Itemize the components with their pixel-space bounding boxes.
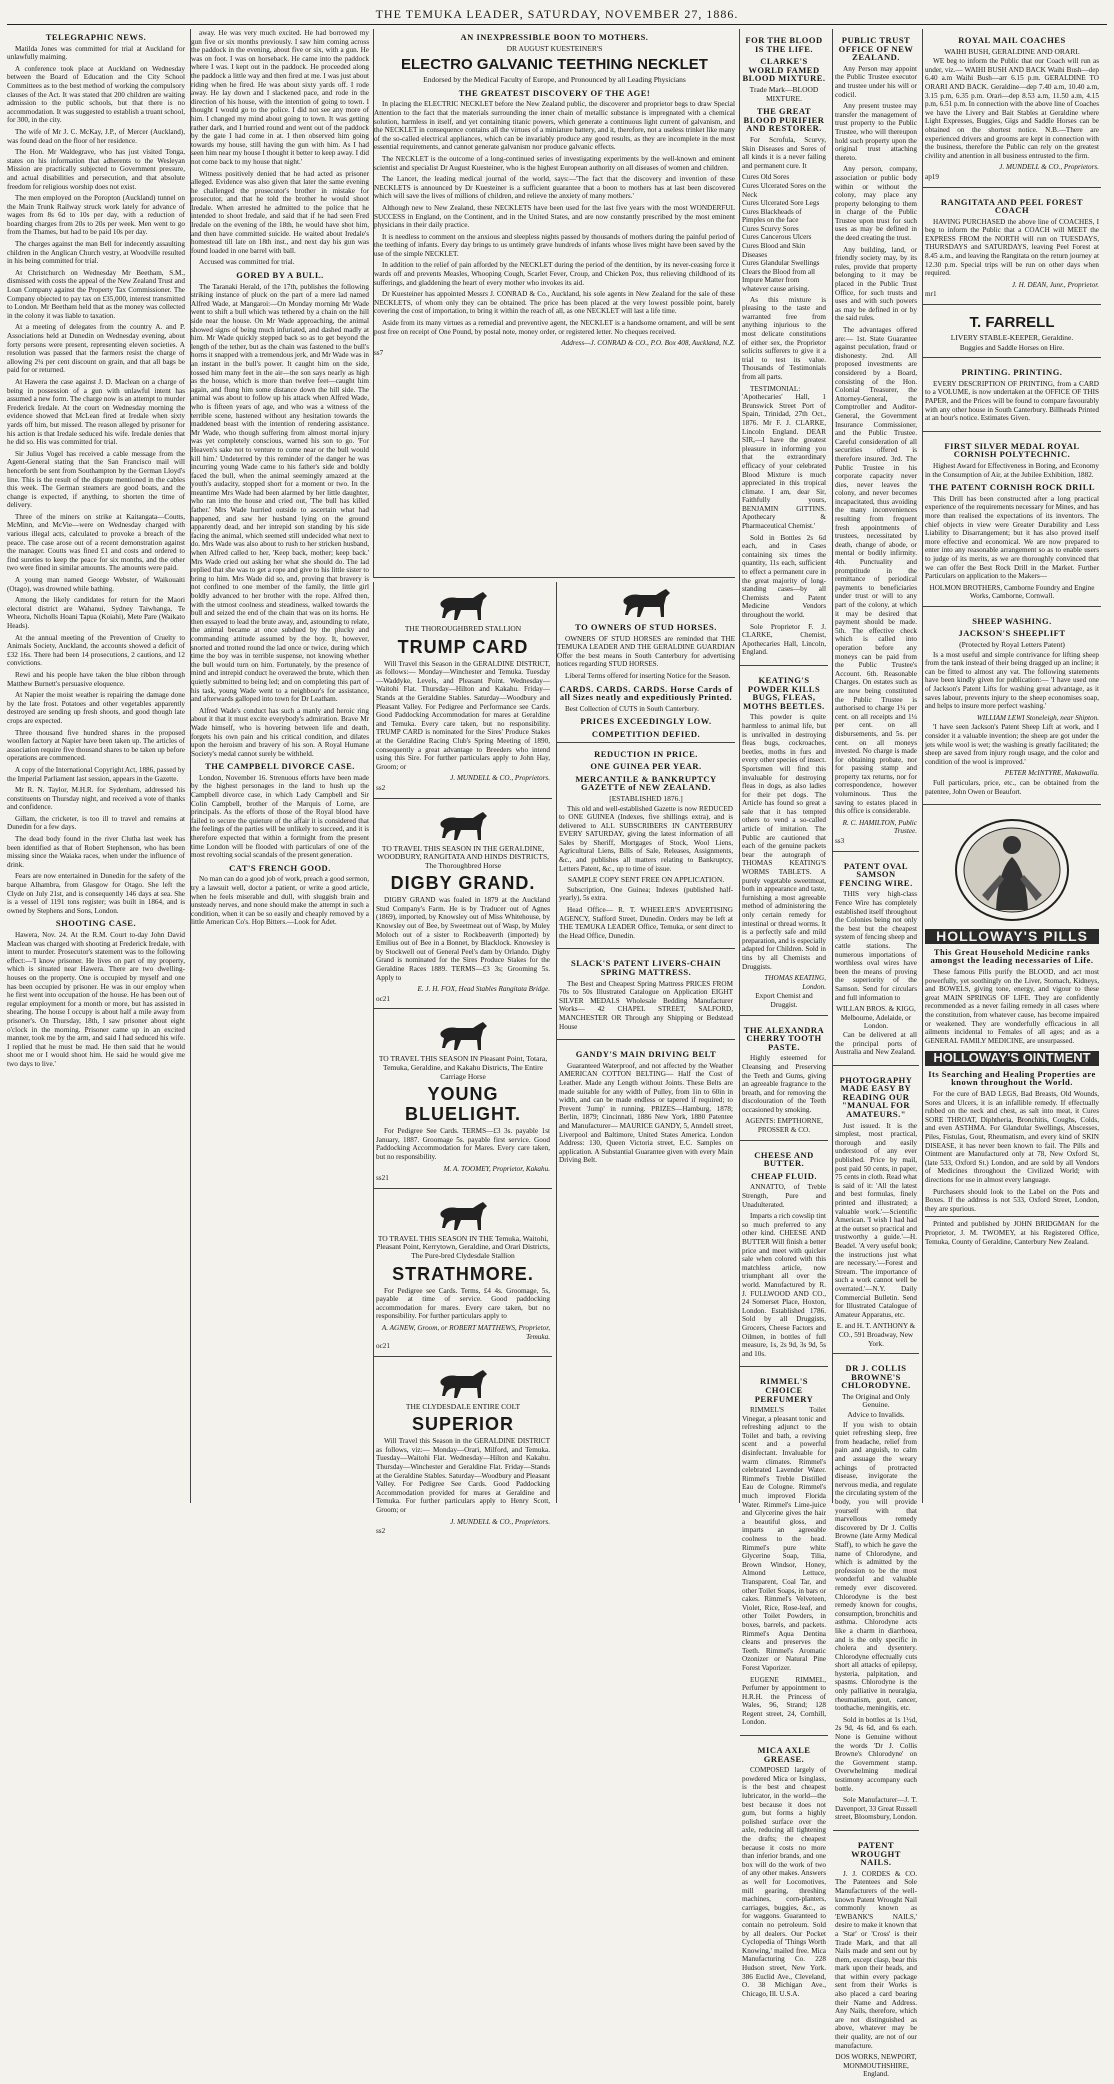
article-paragraph: A young man named George Webster, of Waikouaiti (Otago), was drowned while bathing.: [7, 576, 185, 593]
article-paragraph: No man can do a good job of work, preach a good sermon, try a lawsuit well, doctor a patient, or write a good article, when he feels miserable and dull, with sluggish brain and unsteady nerves, and none should make the attempt in such a condition, when it can be so easily and cheaply removed by a little American Co's. Hop Bitters.—Look for Adet.: [191, 875, 369, 927]
printing-ad: [923, 361, 1101, 432]
ad-body: COMPOSED largely of powdered Mica or Isinglass, is the best and cheapest lubricator, in the world—the best because it does not gum, but forms a highly polished surface over the axle, reducing all tightening the drafts; the cheapest because it costs no more than inferior brands, and one box will do the work of two of any other makes. Answers as well for Locomotives, mill gearing, threshing machines, corn-planters, carriages, buggies, &c., as for waggons. Guaranteed to contain no petroleum. Sold by all dealers. Our Pocket Cyclopedia of 'Things Worth Knowing,' mailed free. Mica Manufacturing Co. 228 Hudson street, New York. 386 Euclid Ave., Cleveland, O. 38 Michigan Ave., Chicago, Ill. U.S.A.: [742, 1766, 826, 1998]
ad-title: STRATHMORE.: [392, 1263, 534, 1284]
ad-title: T. FARRELL: [969, 314, 1055, 332]
stallion-ad: [374, 1012, 552, 1188]
ad-body: Liberal Terms offered for inserting Notice for the Season.: [565, 671, 731, 680]
ad-body: This old and well-established Gazette is now REDUCED to ONE GUINEA (Indexes, five shillings extra), and is delivered to ALL SUBSCRIBERS IN CANTERBURY EVERY SATURDAY, giving the latest information of all Sales by Sheriff, Mortgages of Stock, Wool Liens, Agricultural Liens, Bills of Sale, Releases, Assignments, &c., and publishes all matters relating to Bankruptcy, Letters Patent, &c., up to time of issue.: [559, 804, 733, 873]
column-5b: [832, 29, 919, 2079]
ad-heading: FOR THE BLOOD IS THE LIFE.: [745, 35, 823, 54]
ad-title: PHOTOGRAPHY MADE EASY BY READING OUR "MANUAL FOR AMATEURS.": [839, 1074, 913, 1120]
ad-body: Sole Proprietor F. J. CLARKE, Chemist, Apothecaries Hall, Lincoln, England.: [742, 622, 826, 657]
article-paragraph: At Hawera the case against J. D. Maclean on a charge of being in possession of a gun with unlawful intent has assumed a new form. The charge now is an attempt to murder Frederick Iredale. At the court on Wednesday morning the evidence showed that McLean fired at Iredale when sixty yards off him, but missed. The reason alleged by prisoner for his action is that Iredale seduced his wife. Iredale denies that he did so. His was committed for trial.: [7, 377, 185, 447]
ad-signature: J. H. DEAN, Junr., Proprietor.: [1011, 280, 1099, 289]
ad-body: Head Office— R. T. WHEELER'S ADVERTISING AGENCY, Stafford Street, Dunedin. Orders may be left at THE TEMUKA LEADER Office, Temuka, or sent direct to the Head Office, Dunedin.: [559, 906, 733, 940]
ad-heading: TO OWNERS OF STUD HORSES.: [575, 622, 717, 632]
ad-title: PATENT WROUGHT NAILS.: [851, 1839, 901, 1868]
ad-title: THE ALEXANDRA CHERRY TOOTH PASTE.: [743, 1024, 825, 1052]
list-item: Cures Blackheads of Pimples on the face: [742, 207, 802, 225]
ad-subheading: SAMPLE COPY SENT FREE ON APPLICATION.: [567, 875, 725, 885]
ad-code: oc21: [376, 1342, 390, 1351]
article-paragraph: Gillam, the cricketer, is too ill to travel and remains at Dunedin for a few days.: [7, 814, 185, 832]
ad-code: ss3: [835, 837, 845, 846]
ad-subheading: This Great Household Medicine ranks amongst the leading necessaries of Life.: [930, 946, 1094, 966]
ad-paragraph: It is needless to comment on the anxious and sleepless nights passed by thousands of mothers during the painful period of the teething of infants. Every day brings to us untimely grave hundreds of infants whose lives might have been saved by the use of the simple NECKLET.: [374, 232, 735, 258]
ad-signature: J. MUNDELL & CO., Proprietors.: [450, 1517, 550, 1526]
ad-body: Any present trustee may transfer the management of trust property to the Public Trustee, who will thereupon hold such property upon the original trust attaching thereto.: [835, 102, 917, 162]
section-heading: GORED BY A BULL.: [236, 270, 324, 281]
ad-code: ss2: [376, 783, 386, 792]
ad-body: Export Chemist and Druggist.: [755, 992, 813, 1009]
imprint: Printed and published by JOHN BRIDGMAN for the Proprietor, J. M. TWOMEY, at his Registered Office, Temuka, County of Geraldine, Canterbury New Zealand.: [925, 1216, 1099, 1246]
tooth-paste-ad: [740, 1019, 828, 1141]
article-paragraph: Three thousand five hundred shares in the proposed woollen factory at Napier have been taken up. The articles of association require five thousand shares to be taken up before operations are commenced.: [7, 728, 185, 763]
ad-title: TRUMP CARD: [397, 636, 529, 657]
list-item: Cures Cancerous Ulcers: [742, 233, 812, 242]
article-paragraph: Among the likely candidates for return for the Maori electoral district are Wahanui, Sydney Taiwhanga, Te Wheora, Nicholls Hoani Tapua (Koiahi), Mete Pare (Waikato Heads).: [7, 596, 185, 630]
list-item: Cures Blood and Skin Diseases: [742, 242, 806, 259]
ad-heading: GANDY'S MAIN DRIVING BELT: [575, 1049, 717, 1060]
ad-lead: THE CLYDESDALE ENTIRE COLT: [405, 1401, 521, 1411]
ad-code: ap19: [925, 172, 939, 181]
ad-title: ELECTRO GALVANIC TEETHING NECKLET: [401, 56, 708, 74]
ad-subheading: THE GREATEST DISCOVERY OF THE AGE!: [458, 87, 651, 98]
public-trust-ad: [833, 29, 919, 852]
ad-heading: MERCANTILE & BANKRUPTCY GAZETTE of NEW ZEALAND.: [575, 773, 717, 793]
horse-icon: [433, 588, 493, 622]
ad-title: CLARKE'S WORLD FAMED BLOOD MIXTURE.: [742, 56, 826, 84]
ad-body: This Drill has been constructed after a long practical experience of the requirements necessary for Mines, and has more than realised the expectations of its inventors. The chief objects in view were Greater Durability and Less Liability to Disarrangement; but it has also proved itself more effective and economical. We are now prepared to enter into any reasonable arrangement so as to enable users to judge of its merits, as we are thoroughly convinced that we can offer the Best Rock Drill in the Market. Further Particulars on application to the Makers—: [925, 494, 1099, 581]
ad-heading: COMPETITION DEFIED.: [591, 728, 701, 739]
ad-body: Subscription, One Guinea; Indexes (published half-yearly), 5s extra.: [559, 885, 733, 903]
keating-ad: [740, 669, 828, 1016]
ad-title: HOLLOWAY'S PILLS: [925, 929, 1099, 944]
ad-body: For Pedigree See Cards. TERMS—£3 3s. payable 1st January, 1887. Groomage 5s. payable first service. Good Paddocking Accommodation for Mares. Every care taken, but no responsibility.: [376, 1127, 550, 1161]
ad-title: DR J. COLLIS BROWNE'S CHLORODYNE.: [841, 1363, 911, 1391]
ad-body: [374, 100, 735, 336]
horse-icon: [433, 1018, 493, 1052]
article-paragraph: At Christchurch on Wednesday Mr Beetham, S.M., dismissed with costs the appeal of the New Zealand Trust and Loan Company against the Property Tax Commissioner. The Company objected to pay tax on £35,000, interest transmitted to London. Mr Beetham held that as the money was collected in the colony it was liable to taxation.: [7, 268, 185, 320]
ad-signature: M. A. TOOMEY, Proprietor, Kakahu.: [443, 1164, 550, 1173]
ad-signature: WILLIAM LEWI Stoneleigh, near Shipton.: [976, 713, 1099, 722]
ad-body: Can be delivered at all the principal ports of Australia and New Zealand.: [835, 1030, 917, 1057]
ad-signature: E. and H. T. ANTHONY & CO., 591 Broadway, New York.: [836, 1322, 916, 1348]
ad-body: Imparts a rich cowslip tint so much preferred to any other kind. CHEESE AND BUTTER Will finish a better price and meet with quicker sale when colored with this matchless article, now triumphant all over the world. Manufactured by R. J. FULLWOOD AND CO., 24 Somerset Place, Hoxton, London. Established 1786. Sold by all Druggists, Grocers, Cheese Factors and Oilmen, in bottles of full measure, 1s, 2s 9d, 3s 9d, 5s and 10s.: [742, 1212, 826, 1358]
article-paragraph: Fears are now entertained in Dunedin for the safety of the barque Alhambra, from Glasgow for Otago. She left the Clyde on July 21st, and is consequently 146 days at sea. She is a vessel of 1191 tons register; was built in 1864, and is owned by Stephens and Sons, London.: [7, 872, 185, 915]
ad-body: For Pedigree see Cards. Terms, £4 4s. Groomage, 5s, payable at time of service. Good paddocking accommodation for mares. Every care taken, but no responsibility. For further particulars apply to: [376, 1286, 550, 1321]
horse-icon: [433, 1198, 493, 1232]
ad-body: WE beg to inform the Public that our Coach will run as under, viz.— WAIHI BUSH AND BACK Waihi Bush—dep 6.40 a.m Waihi Bush—arr 6.15 p.m. GERALDINE TO ORARI AND BACK. Geraldine—dep 7.40 a.m, 10.40 a.m, 3.15 p.m, 6.35 p.m. Orari—dep 8.53 a.m, 11.50 a.m, 4.15 p.m, 6.51 p.m. In connection with the above line of Coaches we have the Livery and Bait Stables at Geraldine where Light Expresses, Buggies, Gigs and Saddle Horses can be obtained on the shortest notice. N.B.—There are experienced drivers and grooms are kept in connection with the business, therefore the Public can rely on the greatest civility and attention in all business entrusted to the firm.: [925, 57, 1099, 160]
column-2: [190, 29, 369, 1503]
ad-code: ss7: [374, 348, 384, 357]
ad-signature: EUGENE RIMMEL, Perfumer by appointment to H.R.H. the Princess of Wales, 96, Strand; 128 Regent street, 24, Cornhill, London.: [742, 1675, 826, 1727]
ad-body: If you wish to obtain quiet refreshing sleep, free from headache, relief from pain and anguish, to calm and assuage the weary achings of protracted disease, invigorate the nervous media, and regulate the circulating system of the body, you will provide yourself with that marvellous remedy discovered by Dr J. Collis Browne (late Army Medical Staff), to which he gave the name of Chlorodyne, and which is admitted by the profession to be the most wonderful and valuable remedy ever discovered. Chlorodyne is the best remedy known for coughs, consumption, bronchitis and asthma. Chlorodyne acts like a charm in diarrhoea, and is the only specific in cholera and dysentery. Chlorodyne effectually cuts short all attacks of epilepsy, hysteria, palpitation, and spasms. Chlorodyne is the only palliative in neuralgia, rheumatism, gout, cancer, toothache, meningitis, etc.: [835, 1420, 917, 1713]
ad-body: Any Person may appoint the Public Trustee executor and trustee under his will or codicil.: [835, 64, 917, 99]
ad-body: Highest Award for Effectiveness in Boring, and Economy in the Consumption of Air, at the Jubilee Exhibition, 1882.: [925, 461, 1099, 479]
ad-body: OWNERS OF STUD HORSES are reminded that THE TEMUKA LEADER AND THE GERALDINE GUARDIAN Offer the best means in South Canterbury for advertising notices regarding STUD HORSES.: [557, 634, 735, 669]
ad-heading: RIMMEL'S CHOICE PERFUMERY: [754, 1376, 814, 1404]
ad-body: 'I have seen Jackson's Patent Sheep Lift at work, and I consider it a valuable invention; the sheep are got under the jets while wool is wet; the washing is greatly facilitated; the sheep are saved from injury rough usage, and the color and condition of the wool is improved.': [925, 723, 1099, 766]
fence-wire-ad: [833, 855, 919, 1066]
ad-body: Purchasers should look to the Label on the Pots and Boxes. If the address is not 533, Oxford Street, London, they are spurious.: [925, 1187, 1099, 1213]
ad-body: Sold in bottles at 1s 1½d, 2s 9d, 4s 6d, and 6s each. None is Genuine without the words 'Dr J. Collis Browne's Chlorodyne' on the Government stamp. Overwhelming medical testimony accompany each bottle.: [835, 1715, 917, 1793]
ad-heading: THE GREAT BLOOD PURIFIER AND RESTORER.: [743, 106, 825, 134]
ad-heading: MICA AXLE GREASE.: [757, 1745, 811, 1764]
ad-paragraph: The Lancet, the leading medical journal of the world, says:—'The fact that the discovery and invention of these NECKLETS is announced by Dr Kuesteiner is a sufficient guarantee that a boon to mothers has at last been discovered which will save the lives of millions of children, and relieve the anxiety of many mothers.': [374, 175, 735, 201]
ad-heading: CARDS. CARDS. CARDS. Horse Cards of all Sizes neatly and expeditiously Printed.: [559, 683, 733, 703]
ad-paragraph: The NECKLET is the outcome of a long-continued series of investigating experiments by the well-known and eminent scientist and specialist Dr August Kuesteiner, who is the highest European authority on all diseases of women and children.: [374, 154, 735, 172]
holloway-emblem-icon: [952, 815, 1072, 925]
holloway-ad: [923, 808, 1101, 1254]
ad-body: The Best and Cheapest Spring Mattress PRICES FROM 70s to 50s Illustrated Catalogue on Application EIGHT SILVER MEDALS Wholesale Bedding Manufacturer Works— 42 CHAPEL STREET, SALFORD, MANCHESTER OR Through any Shipping or Bedstead House: [559, 979, 733, 1031]
masthead: THE TEMUKA LEADER, SATURDAY, NOVEMBER 27, 1886.: [7, 7, 1107, 25]
article-paragraph: At Napier the moist weather is repairing the damage done by the late frost. Potatoes and other vegetables apparently destroyed are sending up fresh shoots, and good though late crops are expected.: [7, 691, 185, 725]
article-paragraph: The dead body found in the river Clutha last week has been identified as that of Robert Stephenson, who has been missing since the Waiaka races, when under the influence of drink.: [7, 835, 185, 869]
ad-body: EVERY DESCRIPTION OF PRINTING, from a CARD to a VOLUME, is now undertaken at the OFFICE OF THIS PAPER, and the Prices will be found to compare favourably with any other house in South Canterbury. Billheads Printed at an hour's notice. Estimates Given.: [925, 379, 1099, 423]
ad-body: Any person, company, association or public body within or without the colony, may place any property belonging to them in charge of the Public Trustee upon trust for such uses as may be defined in the deed creating the trust.: [835, 165, 917, 243]
ad-signature: E. J. H. FOX, Head Stables Rangitata Bridge.: [417, 985, 550, 994]
list-item: Cures Glandular Swellings: [742, 259, 820, 268]
ad-subheading: The Original and Only Genuine.: [841, 1391, 911, 1410]
ad-title: KEATING'S POWDER KILLS BUGS, FLEAS, MOTHS BEETLES.: [743, 674, 825, 711]
article-paragraph: The wife of Mr J. C. McKay, J.P., of Mercer (Auckland), was found dead on the floor of her residence.: [7, 127, 185, 145]
ad-subheading: Endorsed by the Medical Faculty of Europe, and Pronounced by all Leading Physicians: [423, 75, 686, 85]
ad-paragraph: Although new to New Zealand, these NECKLETS have been used for the last five years with the most WONDERFUL SUCCESS in England, on the Continent, and in the United States, and are now constantly prescribed by the most eminent physicians in their daily practice.: [374, 203, 735, 230]
ad-body: Highly esteemed for Cleansing and Preserving the Teeth and Gums, giving an agreeable fragrance to the breath, and for removing the discolouration of the Teeth occasioned by smoking.: [742, 1054, 826, 1114]
ad-lead: TO TRAVEL THIS SEASON IN Pleasant Point, Totara, Temuka, Geraldine, and Kakahu Districts, The Entire Carriage Horse: [378, 1054, 548, 1081]
list-item: Cures Ulcerated Sores on the Neck: [742, 181, 826, 199]
ad-heading: RANGITATA AND PEEL FOREST COACH: [940, 196, 1084, 216]
ad-title: YOUNG BLUELIGHT.: [405, 1084, 521, 1125]
ad-title: DIGBY GRAND.: [390, 873, 536, 894]
ad-body: Guaranteed Waterproof, and not affected by the Weather AMERICAN COTTON BELTING— Half the Cost of Leather. Made any Length without Joints. These Belts are made suitable for any width of Pulley, from 1in to 60in in width, and can be made endless or tapered if required; to Prevent 'Jump' in running. PRIZES—Hamburg, 1878; Berlin, 1879; Cincinnati, 1886 New York, 1880 Patentee and Manufacturer— MAURICE GANDY, 5, Anndell street, Liverpool and Baltimore, United States America. London Address: 130, Queen Victoria street, E.C. Samples on application. A Substantial Guarantee given with every Main Driving Belt.: [559, 1061, 733, 1165]
article-paragraph: Accused was committed for trial.: [199, 258, 295, 267]
ad-signature: J. MUNDELL & CO., Proprietors.: [999, 163, 1099, 172]
telegraphic-news: [7, 45, 185, 916]
ad-code: oc21: [376, 994, 390, 1003]
necklet-ad: [373, 29, 735, 578]
ad-body: ANNATTO, of Treble Strength, Pure and Unadulterated.: [742, 1183, 826, 1209]
ad-code: mr1: [925, 290, 937, 299]
ad-subheading: Trade Mark—BLOOD MIXTURE.: [749, 84, 819, 103]
column-6: [922, 29, 1101, 1503]
ad-paragraph: Dr Kuesteiner has appointed Messrs J. CONRAD & Co., Auckland, his sole agents in New Zealand for the sale of these NECKLETS, of whom only they can be obtained. The price has been placed at the very lowest possible point, barely covering the cost of importation, to bring it within the reach of all, as one NECKLET will last a life time.: [374, 290, 735, 316]
article-paragraph: London, November 16. Strenuous efforts have been made by the highest personages in the land to hush up the Campbell divorce case, in which Lady Campbell and Sir Colin Campbell, brother of the Marquis of Lorne, are principals. As the efforts of those of the Royal blood have failed to secure the quieture of the affair it is considered that the feelings of the parties will be unlikely to succeed, and it is therefore expected that within a fortnight from the present time London will be flooded with particulars of one of the most revolting social scandals of the present generation.: [191, 773, 369, 860]
ad-title: SUPERIOR: [411, 1414, 515, 1435]
list-item: Cures Old Sores: [742, 173, 790, 182]
ad-subheading: [ESTABLISHED 1876.]: [609, 793, 683, 803]
stallion-ad: [374, 1360, 552, 1541]
ad-signature: R. C. HAMILTON, Public Trustee.: [842, 818, 917, 836]
ad-body: Buggies and Saddle Horses on Hire.: [959, 343, 1065, 352]
ad-body: THIS very high-class Fence Wire has completely established itself throughout the Colonies being not only the best but the cheapest system of fencing sheep and cattle stations. The numerous importations of worthless oval wires have been the means of proving the superiority of the Samson. Send for circulars and full information to: [835, 890, 917, 1002]
ad-title: PATENT OVAL SAMSON FENCING WIRE.: [839, 860, 913, 888]
list-item: Cures Scurvy Sores: [742, 224, 799, 233]
ad-body: Best Collection of CUTS in South Canterbury.: [565, 704, 699, 713]
list-item: Clears the Blood from all Impure Matter from whatever cause arising.: [742, 267, 816, 294]
article-paragraph: At the annual meeting of the Prevention of Cruelty to Animals Society, Auckland, the accounts showed a deficit of £32 16s. There had been 14 prosecutions, 2 cautions, and 12 convictions.: [7, 633, 185, 668]
ad-subheading: (Protected by Royal Letters Patent): [959, 640, 1065, 650]
ad-signature: A. AGNEW, Groom, or ROBERT MATTHEWS, Proprietor, Temuka.: [381, 1323, 550, 1341]
rock-drill-ad: [923, 435, 1101, 607]
ad-heading: REDUCTION IN PRICE.: [594, 748, 698, 759]
ad-signature: J. MUNDELL & CO., Proprietors.: [450, 774, 550, 783]
photography-ad: [833, 1069, 919, 1354]
ad-body: Will Travel this Season in the GERALDINE DISTRICT, as follows:— Monday—Winchester and Temuka. Tuesday—Waddyke, Levels, and Pleasant Point. Wednesday—Waitohi Flat. Thursday—Hilton and Kakahu. Friday—Stands at the Geraldine Stables. Saturday—Woodbury and Pleasant Valley. For Pedigree and Performance see Cards. Good Paddocking Accommodation for mares at Geraldine and Temuka. Every care taken, but no responsibility. TRUMP CARD is nominated for the Sires' Produce Stakes at the Geraldine Racing Club's Spring Meeting of 1890, consequently a great advantage to Breeders who intend using this Sire. For further particulars apply to John Hay, Groom; or: [376, 659, 550, 771]
ad-subheading: Its Searching and Healing Properties are known throughout the World.: [928, 1068, 1096, 1088]
list-item: Cures Ulcerated Sore Legs: [742, 199, 820, 208]
ad-heading: ONE GUINEA PER YEAR.: [590, 761, 702, 772]
section-heading: THE CAMPBELL DIVORCE CASE.: [205, 761, 355, 772]
column-3-stallions: [373, 582, 552, 1536]
ad-heading: FIRST SILVER MEDAL ROYAL CORNISH POLYTECHNIC.: [944, 440, 1080, 460]
mail-coach-ad: [923, 29, 1101, 188]
ad-signature: THOMAS KEATING, London.: [764, 974, 826, 991]
annatto-ad: [740, 1144, 828, 1368]
ad-title: HOLLOWAY'S OINTMENT: [925, 1051, 1099, 1066]
ad-body: HAVING PURCHASED the above line of COACHES, I beg to inform the Public that a COACH will MEET the EXPRESS FROM the NORTH will run on TUESDAYS, THURSDAYS and SATURDAYS, leaving Peel Forest at 8.45 a.m., and leaving the Rangitata on the return journey at 12.30 p.m. Special trips will be run on other days when required.: [925, 217, 1099, 278]
ad-heading: PRINTING. PRINTING.: [961, 367, 1063, 378]
ad-body: AGENTS: EMPTHORNE, PROSSER & CO.: [745, 1117, 823, 1135]
column-5: [739, 29, 828, 1998]
ad-body: As this mixture is pleasing to the taste and warranted free from anything injurious to the most delicate constitutions of either sex, the Proprietor solicits sufferers to give it a trial to test its value. Thousands of Testimonials from all parts.: [742, 295, 826, 381]
stallion-ad: [374, 582, 552, 799]
blood-mixture-ad: [740, 29, 828, 666]
section-heading: CAT'S FRENCH GOOD.: [229, 862, 331, 873]
ad-heading: SLACK'S PATENT LIVERS-CHAIN SPRING MATTRESS.: [570, 958, 721, 977]
livery-ad: [923, 308, 1101, 358]
ad-body: This powder is quite harmless to animal life, but is unrivalled in destroying fleas bugs, cockroaches, beetles, moths in furs and every other species of insect. Sportsmen will find this invaluable for destroying fleas in dogs, as also ladies for their pet dogs. The Article has found so great a sale that it has tempted others to vend a so-called article of imitation. The Public are cautioned that each of the genuine packets bear the autograph of THOMAS KEATING'S WORMS TABLETS. A purely vegetable sweetmeat, both in appearance and taste, furnishing a most agreeable method of administering the only certain remedy for intestinal or thread worms. It is a perfectly safe and mild preparation, and is especially adapted for Children. Sold in tins by all Chemists and Druggists.: [742, 713, 826, 971]
mattress-ad: [557, 952, 735, 1040]
ad-body: J. J. CORDES & CO. The Patentees and Sole Manufacturers of the well-known Patent Wrought Nail commonly known as 'EWBANK'S NAILS,' desire to make it known that a 'Star' or 'Cross' is their Trade Mark, and that all Nails made and sent out by them, except clasp, bear this mark upon their heads, and that within every package sent from their Works is also placed a card bearing their Name and Address. Any Nails, therefore, which are not distinguished as above, whatever may be their quality, are not of our manufacture.: [835, 1869, 917, 2050]
article-paragraph: away. He was very much excited. He had borrowed my gun five or six months previously. I saw him coming across the paddock in the evening, about five or six, with a gun. He was on foot. I was on horseback. He came into the paddock where I was. I kept out in the paddock. He proceeded along the paddock a little way and then fired at me. I was just about riding when he fired. He was about sixty yards off. I rode away. He lay down and I slackened pace, and rode in the direction of his house, with the intention of going to town. I thought I would go to the police. I did not see any more of him. I changed my mind about going to town. It was getting rather dark, and I hurried round and went out of the paddock by the gate I had come in at. I then observed him going towards my house, still having the gun with him. As I had seen him near my house I thought it better to keep away. I did not come back to my house that night.': [191, 29, 369, 166]
article-paragraph: Mr R. N. Taylor, M.H.R. for Sydenham, addressed his constituents on Thursday night, and received a vote of thanks and confidence.: [7, 786, 185, 812]
horse-icon: [616, 585, 676, 619]
section-heading: SHOOTING CASE.: [55, 918, 137, 929]
section-heading: TELEGRAPHIC NEWS.: [45, 32, 147, 42]
article-paragraph: A conference took place at Auckland on Wednesday between the Board of Education and the City School Committees as to the best method of working the compulsory clauses of the Act. It was stated that 200 children are waiting admission to the public schools, but that there is no accommodation. It was suggested to establish a truant school, for 300, in the city.: [7, 64, 185, 125]
nails-ad: [833, 1834, 919, 2084]
article-paragraph: Rewi and his people have taken the blue ribbon through Matthew Burnett's persuasive eloquence.: [7, 670, 185, 688]
ad-code: ss2: [376, 1527, 386, 1536]
sheeplift-ad: [923, 610, 1101, 805]
ad-heading: SHEEP WASHING.: [972, 615, 1052, 626]
article-paragraph: Alfred Wade's conduct has such a manly and heroic ring about it that it must excite everybody's admiration. Brave Mr Wade himself, who is hovering between life and death, forgets his own pain and his critical condition, and dilates upon the heroism and bravery of his son. A Royal Humane Society's medal cannot surely be withheld.: [191, 706, 369, 758]
ad-body: The advantages offered are:— 1st. State Guarantee against peculation, fraud or dishonesty. 2nd. All proposed investments are considered by a Board, consisting of the Hon. Colonial Treasurer, the Attorney-General, the Comptroller and Auditor-General, the Government Insurance Commissioner, and the Public Trustee. Careful consideration of all securities offered is therefore insured. 3rd. The Public Trustee in his corporate capacity never dies, never leaves the colony, and never becomes incapacitated, thus avoiding the many inconveniences resulting from frequent fresh appointments of trustees, necessitated by death, change of abode, or mental or bodily infirmity. 4th. Punctuality and promptitude in the remittance of periodical payments to beneficiaries under trust or will to any part of the colony, at which it may be desired that payment should be made. 5th. The effective check which is called into operation before any moneys can be paid from the Public Trustee's Account. 6th. Reasonable Charges. On estates such as are now being constituted the Public Trustee is authorised to charge 1¼ per cent. on all receipts and 1¼ per cent. on all disbursements, and 5s. per cent. on all moneys invested. No charge is made for obtaining probate, nor for passing stamp and property tax returns, nor for correspondence, however voluminous. Thus the saving to estates placed in this office is considerable.: [835, 326, 917, 816]
ad-paragraph: Aside from its many virtues as a remedial and preventive agent, the NECKLET is a handsome ornament, and will be sent post free on receipt of One Pound, by postal note, money order, or registered letter. No cheques received.: [374, 319, 735, 336]
article-paragraph: The Hon. Mr Waldegrave, who has just visited Tonga, states on his information that adherents to the Wesleyan Mission are practically subjected to Government pressure, and actual disabilities and persecution, and that absolute freedom for religious worship does not exist.: [7, 148, 185, 191]
ad-signature: Sole Manufacturer—J. T. Davenport, 33 Great Russell street, Bloomsbury, London.: [835, 1796, 917, 1822]
ad-body: Will Travel this Season in the GERALDINE DISTRICT as follows, viz:— Monday—Orari, Milford, and Temuka. Tuesday—Waitohi Flat. Wednesday—Hilton and Kakahu. Thursday—Winchester and Geraldine Flat. Friday—Stands at the Geraldine Stables. Saturday—Woodbury and Pleasant Valley. For Pedigree See Cards. Good Paddocking Accommodation provided for mares at Geraldine and Temuka. For further particulars apply to Henry Scott, Groom; or: [376, 1437, 550, 1515]
article-paragraph: A copy of the International Copyright Act, 1886, passed by the Imperial Parliament last session, appears in the Gazette.: [7, 765, 185, 783]
ad-heading: CHEESE AND BUTTER.: [754, 1149, 814, 1169]
ad-body: These famous Pills purify the BLOOD, and act most powerfully, yet soothingly on the Liver, Stomach, Kidneys, and BOWELS, giving tone, energy, and vigour to these great MAIN SPRINGS OF LIFE. They are confidently recommended as a never failing remedy in all cases where the constitution, from whatever cause, has become impaired or weakened. They are wonderfully efficacious in all ailments incidental to Females of all ages; and as a GENERAL FAMILY MEDICINE, are unsurpassed.: [925, 967, 1099, 1045]
ad-body: DIGBY GRAND was foaled in 1879 at the Auckland Stud Company's Farm. He is by Traducer out of Agnes (1869), imported, by Knowsley out of Miss Whitehouse, by Knowsley out of Bee, by Sweetmeat out of Wasp, by Muley Moloch out of a sister to Rockbeaverth (imported) by Emilius out of Bee in a Bonnet, by Blacklock. Knowsley is by Stockwell out of General Peel's dam by Orlando. Digby Grand is nominated for the Sires Produce Stakes for the Geraldine Races 1889. TERMS—£3 3s; Grooming 5s. Apply to: [376, 896, 550, 982]
chlorodyne-ad: [833, 1357, 919, 1831]
ad-body: Any building, land, or friendly society may, by its rules, provide that property belonging to it may be placed in the Public Trust Office, for such trusts and uses and with such powers as may be defined in or by the said rules.: [835, 245, 917, 323]
ad-signature: WILLAN BROS. & KIGG, Melbourne, Adelaide, or London.: [836, 1005, 916, 1031]
article-paragraph: At a meeting of delegates from the country A. and P. Associations held at Dunedin on Wednesday evening, about forty persons were present, representing eleven societies. A resolution was passed that the farmers resist the charge of allowing 2¼ per cent discount on grain, and that all bags be paid for or returned.: [7, 323, 185, 375]
article-paragraph: The Taranaki Herald, of the 17th, publishes the following striking instance of pluck on the part of a mere lad named Alfred Wade, at Mangaroi:—On Monday morning Mr Wade went to shift a bull which was tethered by a chain on the hill side near the house. On Mr Wade approaching, the animal showed signs of being much infuriated, and dashed madly at him. Mr Wade quickly stepped back so as to get beyond the length of the tether, but as the chain was fastened to the bull's horns it snapped with a tremendous jerk, and Mr Wade was in an instant in the bull's power. It caught him on the side, tossed him many feet in the air—the son says nearly as high as the house, which is more than twelve feet—caught him again, and flung him some distance down the hill side. The animal was about to follow up his attack when Alfred Wade, who is fifteen years of age, and who was a witness of the terrible scene, hastened without any hesitation towards the maddened beast with the intention of rendering assistance. Mr Wade, who though suffering from almost mortal injury was yet completely conscious, warned his son to go. 'For Heaven's sake not to venture to come near or the bull would kill him.' Undeterred by this reminder of the danger he was incurring young Wade came to his father's side and boldly faced the bull, when the animal seemingly amazed at the youth's audacity, stopped short for a moment or two. In the meantime Mrs Wade had been alarmed by her little daughter, who ran into the house and cried out, 'The bull has killed father.' Mrs Wade hurried outside to ascertain what had happened, and saw her husband lying on the ground apparently dead, and her intrepid son standing by his side facing the animal, which seemed still undecided what next to do. Mrs Wade was also about to rush to her stricken husband, when Alfred called to her, 'Keep back, mother; keep back.' Mrs Wade cried out asking her what she should do. The lad replied that she was to get a rope and give to his little sister to bring to him. Mrs Wade did so, and, proving that bravery is not confined to one member of the family, the little girl boldly advanced to her brother with the rope. Alfred then, with the utmost coolness and steadiness, walked towards the bull and seized the end of the chain that was on its horns. He then essayed to lead the brute away, and, astounding to relate, the animal became at once subdued by the plucky and commanding attitude assumed by the boy. It, however, snorted and trotted round the lad once or twice, during which time the boy was in terrible suspense, not knowing whether the bull would turn on him. Fortunately, by the presence of mind and intrepid conduct he overawed the brute, which then quietly submitted to being led; and on completing this part of his task, young Wade went to a neighbour's for assistance, and afterwards galloped into town for Dr Leatham.: [191, 282, 369, 704]
ad-subheading: Advice to Invalids.: [847, 1410, 905, 1420]
ad-subheading: WAIHI BUSH, GERALDINE AND ORARI.: [944, 46, 1080, 56]
ad-heading: PRICES EXCEEDINGLY LOW.: [580, 716, 712, 727]
ad-signature: PETER McINTYRE, Makawalla.: [1004, 769, 1099, 778]
column-1: [7, 29, 185, 1503]
ad-heading: ROYAL MAIL COACHES: [958, 35, 1066, 45]
belt-ad: [557, 1043, 735, 1173]
mica-ad: [740, 1739, 828, 2006]
ad-title: THE PATENT CORNISH ROCK DRILL: [928, 482, 1096, 493]
ad-heading: CHEAP FLUID.: [751, 1170, 817, 1181]
ad-body: Is a most useful and simple contrivance for lifting sheep from the tank instead of their being dragged up an incline; it can be fitted to almost any vat. The following statements have been kindly given for publication:— 'I have used one of Jackson's Patent Lifts for washing great advantage, as it saves labour, prevents injury to the sheep economises soap, and helps to insure more perfect washing.': [925, 650, 1099, 711]
ad-body: For the cure of BAD LEGS, Bad Breasts, Old Wounds, Sores and Ulcers, it is an infallible remedy. If effectually rubbed on the neck and chest, as salt into meat, it Cures SORE THROAT, Diphtheria, Bronchitis, Coughs, Colds, and even ASTHMA. For Glandular Swellings, Abscesses, Piles, Fistulas, Gout, Rheumatism, and every kind of SKIN DISEASE, it has never been known to fail. The Pills and Ointment are Manufactured only at 78, New Oxford St, (late 533, Oxford St.) London, and are sold by all Vendors of Medicines throughout the Civilized World; with directions for use in almost every language.: [925, 1090, 1099, 1184]
article-paragraph: The charges against the man Bell for indecently assaulting children in the Anglican Church vestry, at Woodville resulted in his being committed for trial.: [7, 240, 185, 266]
ad-body: RIMMEL'S Toilet Vinegar, a pleasant tonic and refreshing adjunct to the Toilet and bath, a reviving scent and a powerful disinfectant. Invaluable for warm climates. Rimmel's celebrated Lavender Water. Rimmel's Treble Distilled Eau de Cologne. Rimmel's much improved Florida Water. Rimmel's Lime-juice and Glycerine gives the hair a beautiful gloss, and imparts an agreeable coolness to the head. Rimmel's pure white Glycerine Soap, Tilia, Brown Windsor, Honey, Almond Lettuce, Transparent, Coal Tar, and other Toilet Soaps, in bars or cakes. Rimmel's Velveteen, Violet, Rice, Rose-leaf, and other Toilet Powders, in boxes, barrels, and packets. Rimmel's Aqua Dentina cleans and preserves the Teeth. Rimmel's Aromatic Ozonizer or Natural Pine Forest Vaporizer.: [742, 1406, 826, 1672]
ad-address: Address—J. CONRAD & CO., P.O. Box 408, Auckland, N.Z.: [561, 339, 735, 348]
horse-icon: [433, 808, 493, 842]
rimmel-ad: [740, 1370, 828, 1736]
ad-title: PUBLIC TRUST OFFICE OF NEW ZEALAND.: [838, 35, 914, 63]
ad-body: TESTIMONIAL: 'Apothecaries' Hall, 1 Brunswick Street Port of Spain, Trinidad, 27th Oct., 1876. Mr F. J. CLARKE, Lincoln England. DEAR SIR,—I have the greatest pleasure in informing you that the extraordinary efficacy of your celebrated Blood Mixture is much appreciated in this tropical climate. I am, dear Sir, Faithfully yours, BENJAMIN GITTINS. Apothecary & Pharmaceutical Chemist.': [742, 384, 826, 531]
peel-forest-coach-ad: [923, 191, 1101, 306]
ad-lead: TO TRAVEL THIS SEASON IN THE Temuka, Waitohi, Pleasant Point, Kerrytown, Geraldine, and Orari Districts, The Pure-bred Clydesdale Stallion: [376, 1233, 550, 1260]
ad-body: Sold in Bottles 2s 6d each, and in Cases containing six times the quantity, 11s each, sufficient to effect a permanent cure in the great majority of long-standing cases—by all Chemists and Patent Medicine Vendors throughout the world.: [742, 533, 826, 619]
ad-title: JACKSON'S SHEEPLIFT: [958, 628, 1066, 639]
ad-code: ss21: [376, 1174, 389, 1183]
article-paragraph: The men employed on the Poropton (Auckland) tunnel on the Main Trunk Railway struck work lately for advance of wages from 8s 6d to 10s per day, with a reduction of boarding charges from 20s to 20s per week. Men went to go from the Thames, but had to be paid 10s per day.: [7, 194, 185, 237]
ad-lead: TO TRAVEL THIS SEASON IN THE GERALDINE, WOODBURY, RANGITATA AND HINDS DISTRICTS, The Thoroughbred Horse: [376, 843, 549, 870]
article-paragraph: Witness positively denied that he had acted as prisoner alleged. Evidence was also given that later the same evening he challenged the prosecutor's brother in mistake for prosecutor, and that he told the brother he would shoot Iredale. When arrested he admitted to the police that he intended to shoot Iredale, and said that if he had seen Fred Iredale on the evening of the 18th, he would have shot him, and then have committed suicide. He waited about Iredale's homestead till late on 18th inst., and next day his gun was found loaded in one barrel with ball.: [191, 169, 369, 255]
ad-signature: DOS WORKS, NEWPORT, MONMOUTHSHIRE, England.: [835, 2053, 917, 2079]
cure-list: [742, 173, 826, 293]
ad-heading: AN INEXPRESSIBLE BOON TO MOTHERS.: [460, 32, 649, 42]
ad-paragraph: In addition to the relief of pain afforded by the NECKLET during the period of the dentition, by its never-ceasing force it wards off and prevents Measles, Whooping Cough, Scarlet Fever, Croup, and Chicken Pox, thus relieving childhood of its sufferings, and gladdening the heart of every mother who invokes its aid.: [374, 261, 735, 287]
article-paragraph: Hawera, Nov. 24. At the R.M. Court to-day John David Maclean was charged with shooting at Frederick Iredale, with intent to murder. Prosecutor's statement was to the following effect:—'I know prisoner. He lives on part of my property, which is situated near Hawera. There are two dwelling-houses on the property. One is occupied by myself and one has been occupied by prisoner. He was in our employ when he first went into occupation of the house. He has been out of regular employment for a month or more, but has assisted in shearing. The house I occupy is about half a mile away from prisoner's. On Thursday, 18th, I saw prisoner about eight o'clock in the morning. Prisoner came up in an excited manner, took me by the arm, and said I had seduced his wife. I replied that he must be mad. He then said that he would shoot me or I would shoot him. He said he would give me two days to live.': [7, 931, 185, 1068]
column-4: [556, 582, 735, 1503]
stallion-ad: [374, 802, 552, 1010]
ad-lead: THE THOROUGHBRED STALLION: [404, 624, 522, 633]
stallion-ad: [374, 1192, 552, 1357]
mercantile-ad: [557, 742, 735, 950]
ad-body: Full particulars, price, etc., can be obtained from the patentee, John Owen or Beaufort.: [925, 778, 1099, 796]
horse-icon: [433, 1366, 493, 1400]
ad-signature: HOLMON BROTHERS, Camborne Foundry and Engine Works, Camborne, Cornwall.: [929, 583, 1095, 601]
article-paragraph: Matilda Jones was committed for trial at Auckland for unlawfully maiming.: [7, 44, 185, 62]
article-paragraph: Sir Julius Vogel has received a cable message from the Agent-General stating that the San Francisco mail will henceforth be sent from Southampton by the German Lloyd's line. This is the result of the dispute mentioned in the cables this week. The German steamers are good boats, and the change is expected, if anything, to shorten the time of delivery.: [7, 449, 185, 510]
ad-subheading: LIVERY STABLE-KEEPER, Geraldine.: [950, 333, 1074, 343]
ad-body: For Scrofula, Scurvy, Skin Diseases and Sores of all kinds it is a never failing and permanent cure. It: [742, 135, 826, 170]
ad-subheading: DR AUGUST KUESTEINER'S: [506, 43, 603, 53]
ad-body: Just issued. It is the simplest, most practical, thorough and easily understood of any ever published. Price by mail, post paid 50 cents, in paper, 75 cents in cloth. Read what is said of it: 'All the latest and best formulas, finely printed and illustrated; a valuable work.'—Scientific American. 'I wish I had had at the outset so practical and trustworthy a guide.'—H. Beadel. 'A very useful book; the instructions just what are necessary.'—Forest and Stream. 'The importance of such a work cannot well be overrated.'—N.Y. Daily Commercial Bulletin. Send for Illustrated Catalogue of Amateur Apparatus, etc.: [835, 1121, 917, 1319]
ad-paragraph: In placing the ELECTRIC NECKLET before the New Zealand public, the discoverer and proprietor begs to draw Special Attention to the fact that the materials surrounding the inner chain of metallic substance is impregnated with a chemical solution, harmless in itself, and yet containing titanic powers, which generate a continuous light current of galvanism, and the NECKLET in consequence contains all the virtues of a miniature battery, and it, therefore, not a useless trinket like many of the so-called electrical appliances, which can be invariably produce any good results, as they are incomplete in the most essential requirements, and cannot generate galvanism nor produce galvanic effects.: [374, 100, 735, 152]
article-paragraph: Three of the miners on strike at Kaitangata—Coutts, McMinn, and McVie—were on Wednesday charged with various illegal acts, calculated to provoke a breach of the peace. The case arose out of a recent demonstration against the manager. Coutts was fined £1 and costs and ordered to find sureties to keep the peace for six months, and the other two were fined in similar amounts. The amounts were paid.: [7, 512, 185, 573]
